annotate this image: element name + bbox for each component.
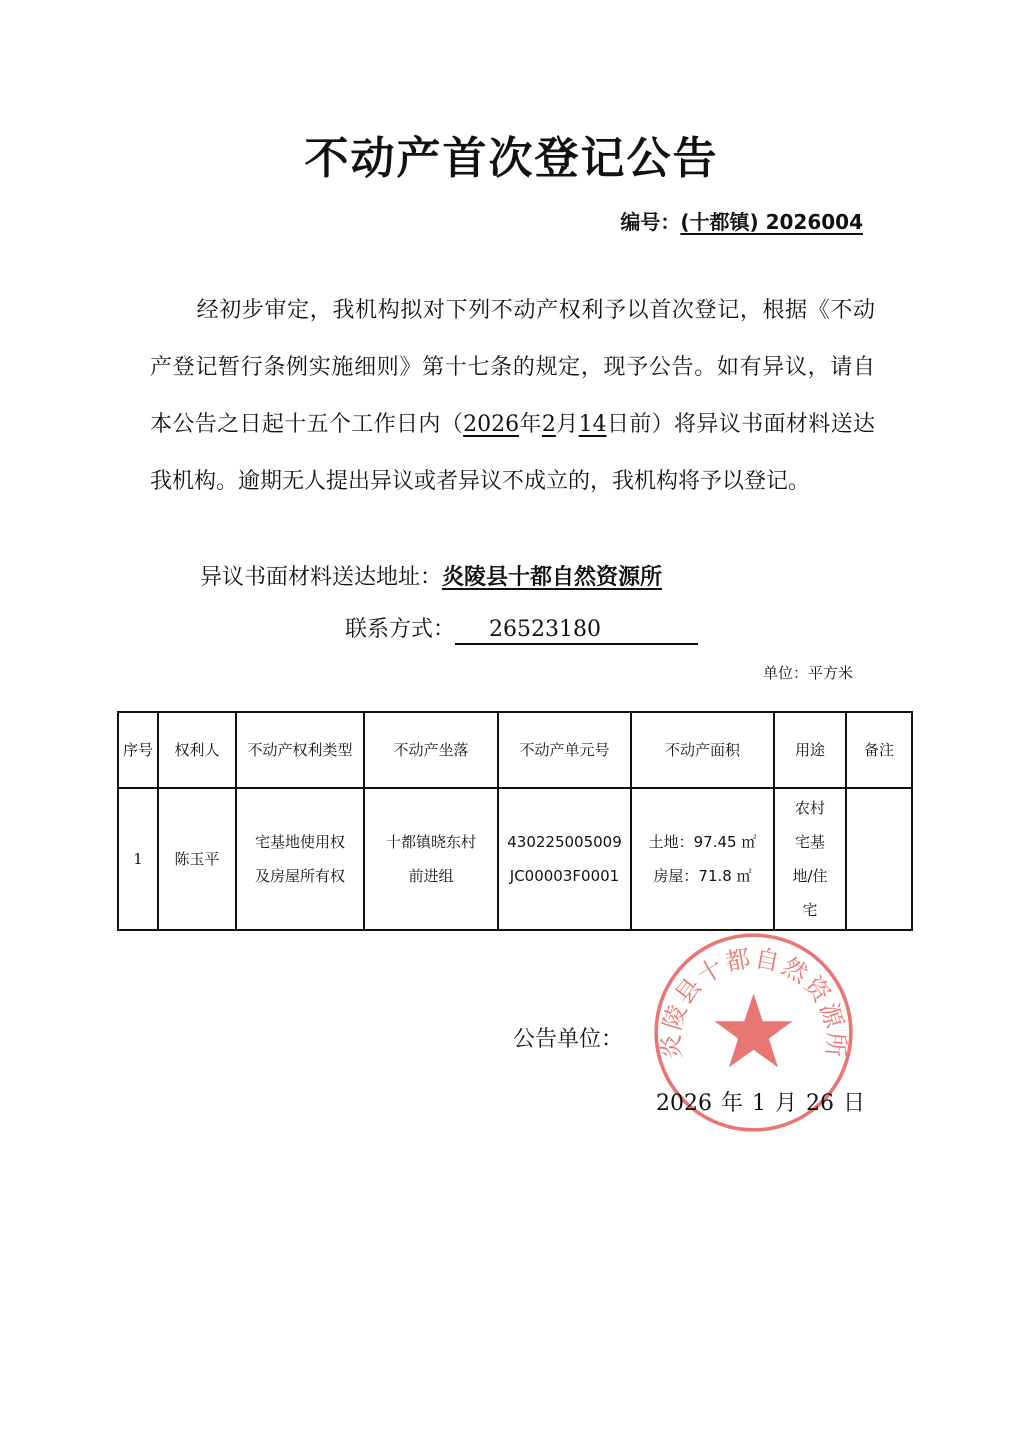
objection-address	[200, 560, 662, 591]
cell-holder: 陈玉平	[158, 788, 236, 930]
unit-number-line2: JC00003F0001	[509, 867, 620, 885]
cell-remark	[846, 788, 912, 930]
usage-line2: 宅基	[794, 833, 825, 851]
contact-info	[345, 612, 698, 645]
area-line1: 土地：97.45 ㎡	[648, 833, 757, 851]
deadline-day: 14	[578, 412, 607, 437]
deadline-month: 2	[541, 412, 556, 437]
table-header-row	[118, 712, 912, 788]
cell-location	[364, 788, 498, 930]
cell-unit-number	[498, 788, 631, 930]
unit-note: 单位：平方米	[762, 664, 853, 682]
registration-table	[117, 711, 913, 931]
year-char: 年	[519, 412, 542, 437]
issue-date: 2026 年 1 月 26 日	[656, 1091, 865, 1116]
issuer-label: 公告单位：	[513, 1027, 624, 1052]
header-seq: 序号	[118, 712, 158, 788]
header-holder: 权利人	[158, 712, 236, 788]
cell-area	[631, 788, 774, 930]
month-char: 月	[555, 412, 579, 437]
seal-star-icon	[715, 994, 793, 1068]
contact-label: 联系方式：	[345, 617, 456, 642]
notice-body	[150, 282, 875, 510]
cell-usage	[774, 788, 846, 930]
unit-number-line1: 430225005009	[507, 833, 622, 851]
cell-seq: 1	[118, 788, 158, 930]
deadline-year: 2026	[463, 412, 520, 437]
usage-line4: 宅	[802, 901, 818, 919]
page-title: 不动产首次登记公告	[304, 133, 719, 184]
location-line2: 前进组	[408, 867, 454, 885]
contact-value: 26523180	[455, 617, 698, 645]
seal-text: 炎陵县十都自然资源所	[656, 943, 851, 1060]
location-line1: 十都镇晓东村	[385, 833, 476, 851]
area-line2: 房屋：71.8 ㎡	[653, 867, 752, 885]
right-type-line2: 及房屋所有权	[254, 867, 345, 885]
header-location: 不动产坐落	[364, 712, 498, 788]
header-right-type: 不动产权利类型	[236, 712, 364, 788]
header-area: 不动产面积	[631, 712, 774, 788]
address-label: 异议书面材料送达地址：	[200, 565, 443, 590]
header-unit-number: 不动产单元号	[498, 712, 631, 788]
right-type-line1: 宅基地使用权	[254, 833, 345, 851]
table-row	[118, 788, 912, 930]
cell-right-type	[236, 788, 364, 930]
document-number-value: (十都镇) 2026004	[680, 210, 863, 234]
address-value: 炎陵县十都自然资源所	[442, 564, 663, 590]
usage-line1: 农村	[794, 799, 825, 817]
header-usage: 用途	[774, 712, 846, 788]
body-text-part2: 日前）将异议书面材料送达我机构。逾期无人提出异议或者异议不成立的，我机构将予以登记。	[150, 412, 875, 494]
document-number-label: 编号：	[620, 210, 681, 234]
usage-line3: 地/住	[792, 867, 828, 885]
header-remark: 备注	[846, 712, 912, 788]
document-number	[620, 206, 863, 235]
body-text-part1: 经初步审定，我机构拟对下列不动产权利予以首次登记，根据《不动产登记暂行条例实施细则》第十七条的规定，现予公告。如有异议，请自本公告之日起十五个工作日内（	[150, 298, 875, 437]
